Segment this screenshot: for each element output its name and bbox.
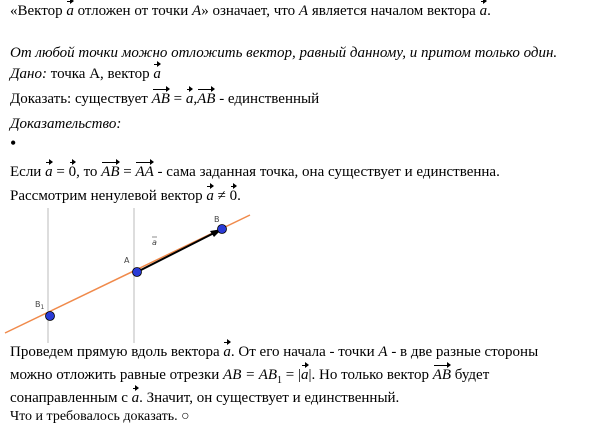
draw-line-text: Проведем прямую вдоль вектора a. От его начала - точки A - в две разные стороны bbox=[10, 344, 539, 360]
label-a: A bbox=[124, 256, 130, 265]
nonzero-case-line: Рассмотрим ненулевой вектор a ≠ 0. bbox=[10, 188, 241, 204]
qed-line: Что и требовалось доказать. ○ bbox=[10, 409, 190, 424]
equal-segments-line: можно отложить равные отрезки AB = $AB_1 = |a|$. Но только вектор AB будет bbox=[10, 367, 490, 386]
vector-a: a bbox=[66, 3, 74, 19]
label-vec-a: a bbox=[152, 238, 157, 247]
bullet: • bbox=[10, 133, 17, 153]
definition-line: «Вектор a отложен от точки A» означает, что A является началом вектора a. bbox=[10, 3, 491, 19]
vector-ab-arrow bbox=[137, 233, 214, 272]
point-b bbox=[218, 225, 227, 234]
point-a bbox=[133, 268, 142, 277]
codirected-line: сонаправленным с a. Значит, он существует и единственный. bbox=[10, 390, 400, 406]
zero-case-line: Если a = 0, то AB = AA - сама заданная точка, она существует и единственна. bbox=[10, 164, 500, 180]
theorem-statement: От любой точки можно отложить вектор, равный данному, и притом только один. bbox=[10, 45, 558, 61]
proof-heading: Доказательство: bbox=[10, 116, 122, 132]
point-b1 bbox=[46, 312, 55, 321]
qed-icon: ○ bbox=[181, 409, 190, 424]
label-b1: $B_1$ bbox=[35, 300, 45, 311]
label-b: B bbox=[214, 215, 220, 224]
given-line: Дано: точка А, вектор a bbox=[10, 66, 161, 82]
prove-line: Доказать: существует AB = a,AB - единственный bbox=[10, 91, 320, 107]
